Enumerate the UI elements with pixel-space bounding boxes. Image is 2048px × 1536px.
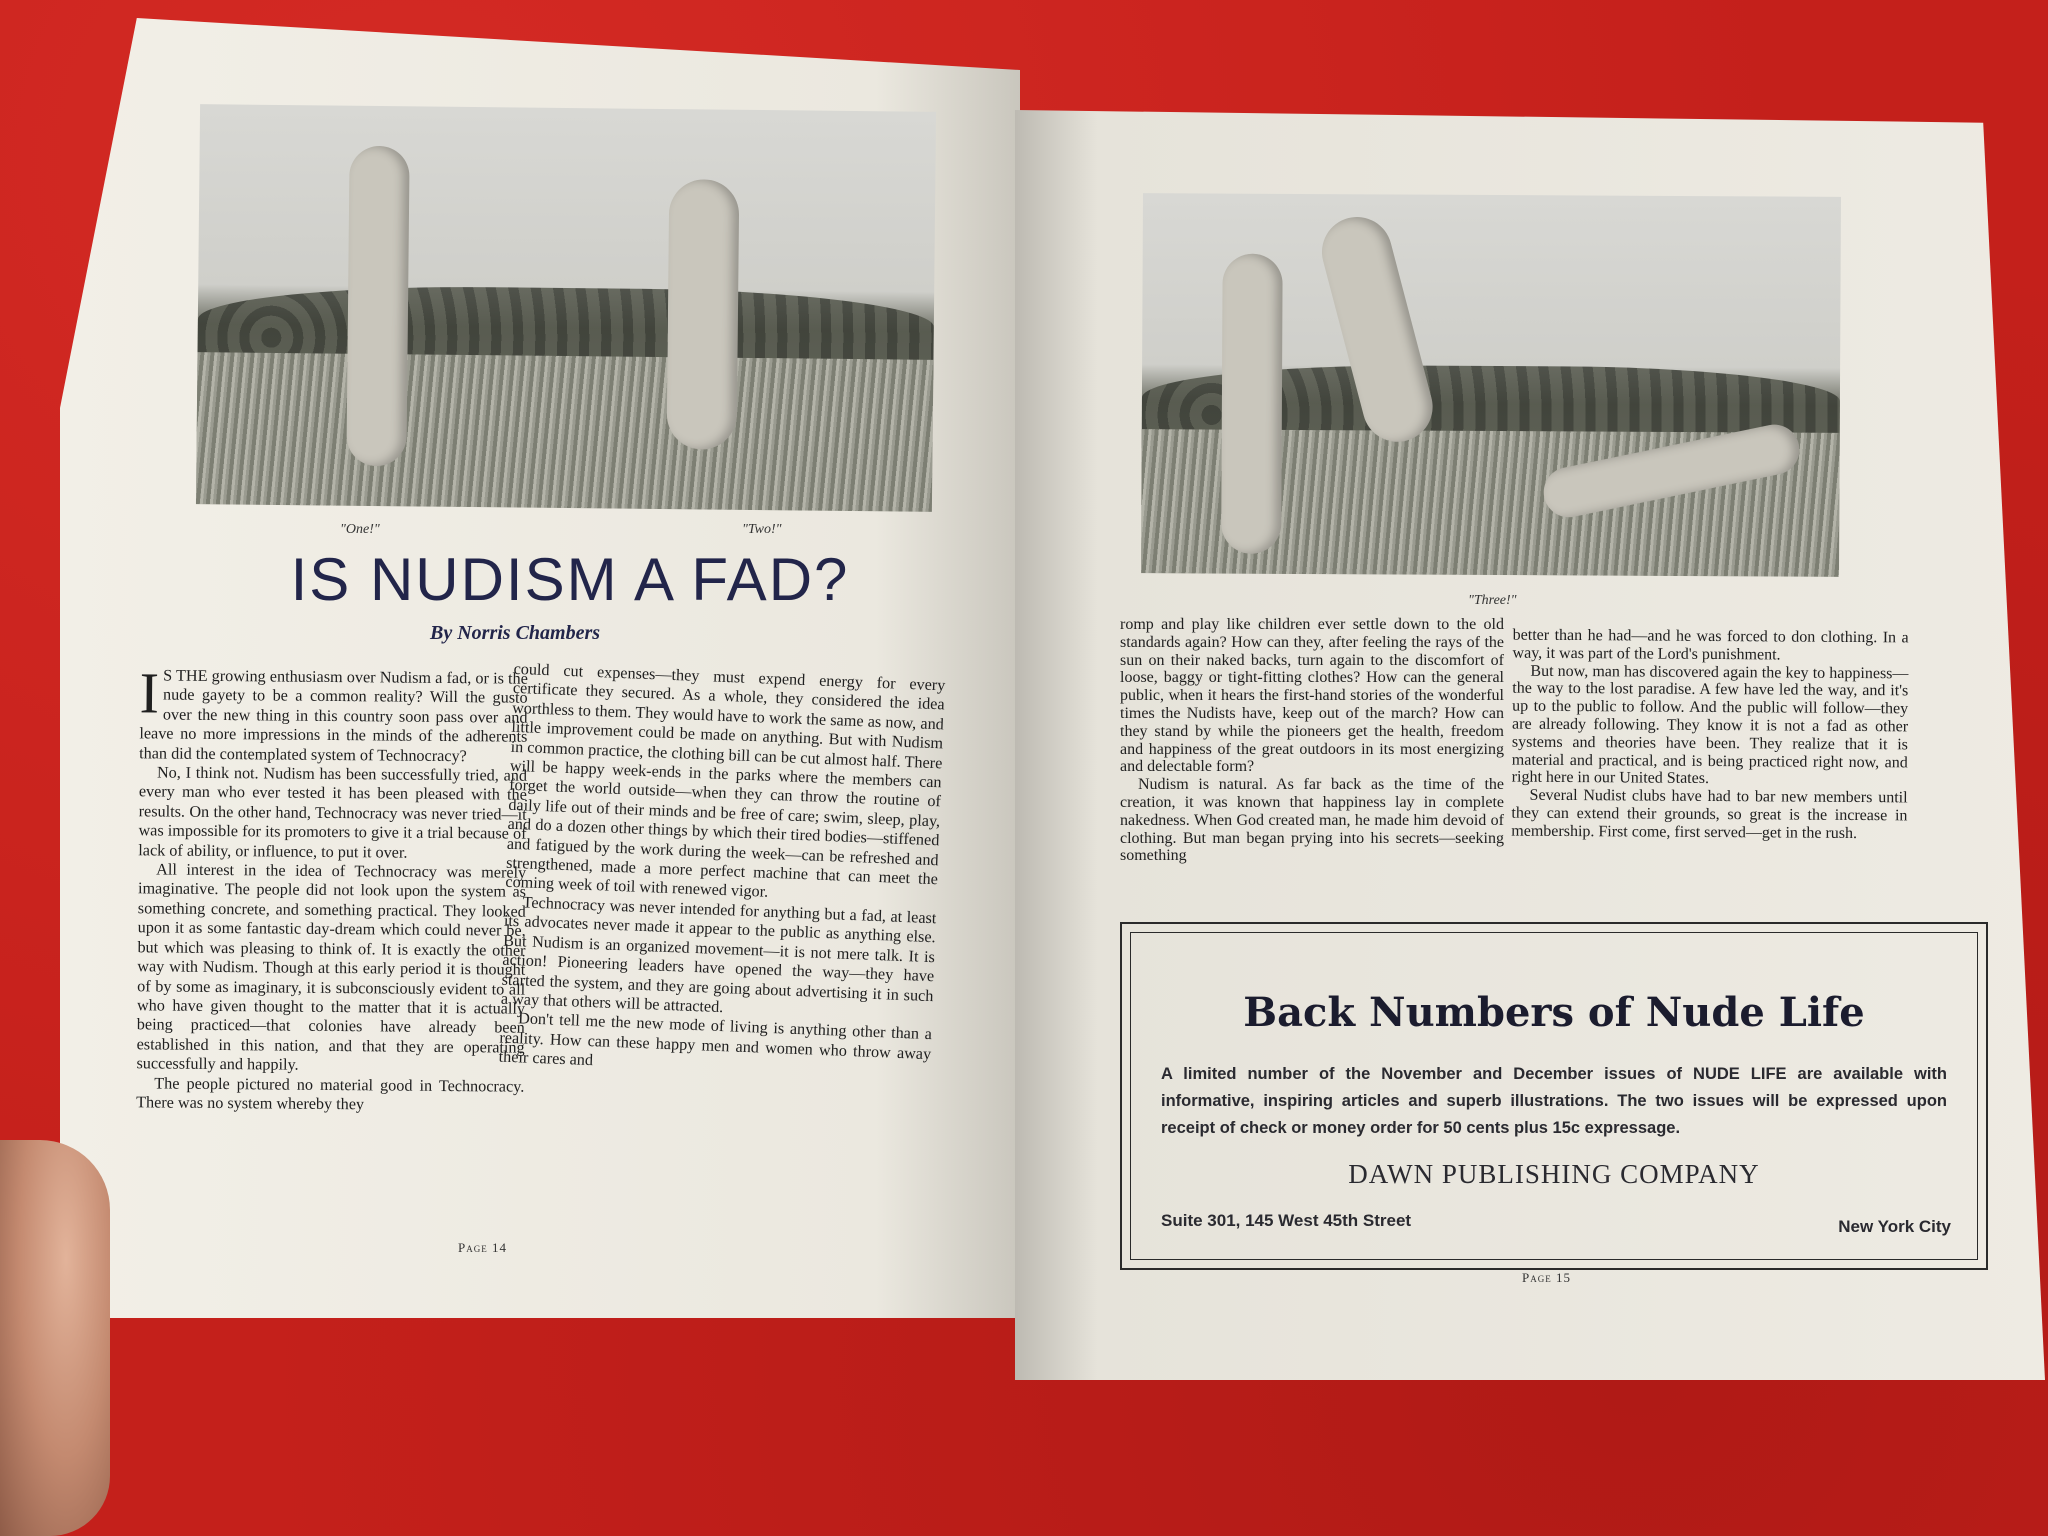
caption-one: "One!" [340, 522, 380, 537]
photo-grass [196, 352, 934, 512]
ad-title: Back Numbers of Nude Life [1243, 989, 1865, 1036]
article-byline: By Norris Chambers [430, 622, 601, 644]
photo-one-two [196, 104, 936, 512]
holding-thumb [0, 1140, 110, 1536]
ad-company: DAWN PUBLISHING COMPANY [1348, 1159, 1760, 1189]
drop-cap: I [139, 660, 160, 726]
right-column-1: romp and play like children ever settle down to the old standards again? How can they, after feeling the rays of the sun on their naked backs, turn again to the discomfort of loose, baggy or tight-fitting clothes? How can the general public, when it hears the first-hand stories of the wonderful times the Nudists have, keep out of the march? How can they stand by while the pioneers get the health, freedom and happiness of the great outdoors in its most energizing and delectable form? Nudism is natural. As far back as the time of the creation, it was known that happiness lay in complete nakedness. When God created man, he made him devoid of clothing. But man began prying into his secrets—seeking something [1120, 616, 1504, 865]
back-numbers-advertisement [1120, 922, 1988, 1270]
man-figure [346, 146, 409, 467]
photo-three [1141, 193, 1841, 577]
ad-address: Suite 301, 145 West 45th Street [1161, 1211, 1412, 1230]
left-column-1: I S THE growing enthusiasm over Nudism a fad, or is the nude gayety to be a common reality? Will the gusto over the new thing in this country soon pass over and leave no more impressions in the minds of the adherents than did the contemplated system of Technocracy? No, I think not. Nudism has been successfully tried, and every man who ever tested it has been pleased with the results. On the other hand, Technocracy was never tried—it was impossible for its promoters to give it a trial because of lack of ability, or influence, to put it over. All interest in the idea of Technocracy was merely imaginative. The people did not look upon the system as something concrete, and something practical. They looked upon it as some fantastic day-dream which could never be, but which was pleasing to think of. It is exactly the other way with Nudism. Though at this early period it is thought of by some as imaginary, it is subconsciously evident to all who have given thought to the matter that it is actually being practiced—that colonies have already been established in this nation, and that they are operating successfully and happily. The people pictured no material good in Technocracy. There was no system whereby they [136, 660, 528, 1114]
woman-figure [667, 179, 740, 450]
page-number-15: Page 15 [1522, 1270, 1571, 1285]
right-column-2: better than he had—and he was forced to don clothing. In a way, it was part of the Lord's punishment. But now, man has discovered again the key to happiness—the way to the lost paradise. A few have led the way, and it's up to the public to follow. And the public will follow—they are already following. They know it is not a fad as other systems and theories have been. They realize that it is material and practical, and is being practiced right now, and right here in our United States. Several Nudist clubs have had to bar new members until they can extend their grounds, so great is the increase in membership. First come, first served—get in the rush. [1511, 626, 1909, 842]
page-number-14: Page 14 [458, 1240, 507, 1255]
man-standing-figure [1221, 254, 1283, 554]
caption-three: "Three!" [1468, 593, 1517, 608]
caption-two: "Two!" [742, 522, 782, 537]
article-headline: IS NUDISM A FAD? [290, 546, 850, 613]
ad-city: New York City [1838, 1217, 1951, 1236]
left-column-2: could cut expenses—they must expend energy for every certificate they secured. As a whole, they considered the idea worthless to them. They would have to work the same as now, and little improvement could be made on anything. But with Nudism in common practice, the clothing bill can be cut almost half. There will be happy week-ends in the parks where the members can forget the world outside—when they can throw the routine of daily life out of their minds and be free of care; swim, sleep, play, and do a dozen other things by which their tired bodies—stiffened and fatigued by the work during the week—can be refreshed and strengthened, made a more perfect machine that can meet the coming week of toil with renewed vigor. Technocracy was never intended for anything but a fad, at least its advocates never made it appear to the public as anything else. But Nudism is an organized movement—it is not mere talk. It is action! Pioneering leaders have opened the way—they have started the system, and they are going about advertising it in such a way that others will be attracted. Don't tell me the new mode of living is anything other than a reality. How can these happy men and women who throw away their cares and [498, 659, 946, 1070]
ad-body: A limited number of the November and December issues of NUDE LIFE are available with informative, inspiring articles and superb illustrations. The two issues will be expressed upon receipt of check or money order for 50 cents plus 15c expressage. [1161, 1065, 1947, 1137]
